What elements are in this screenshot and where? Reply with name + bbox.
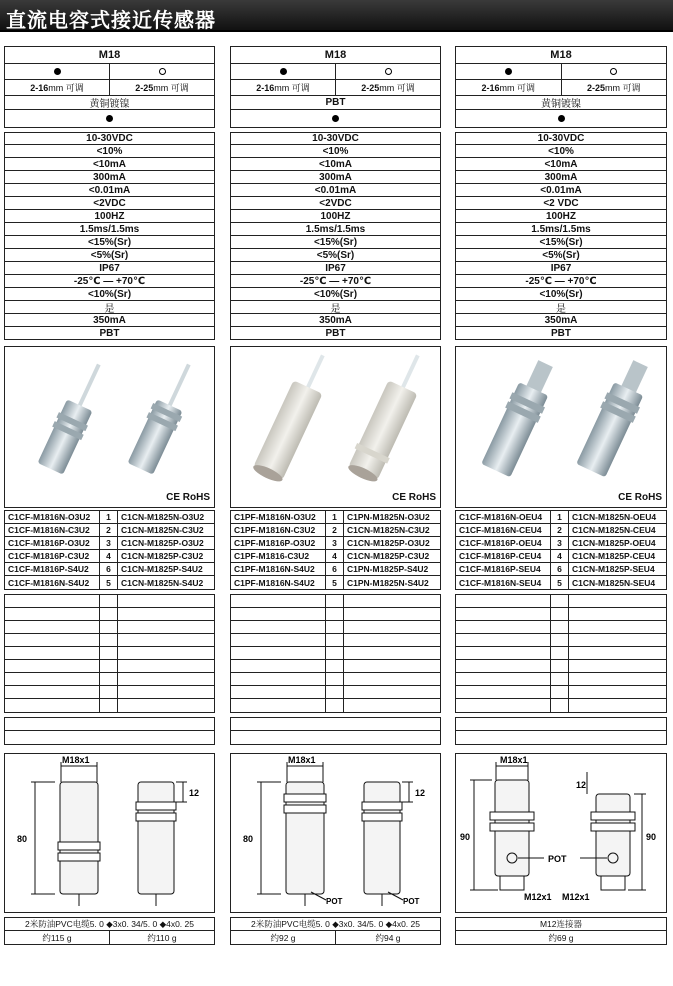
- empty-table: [230, 594, 441, 713]
- spec-row: 是: [230, 301, 441, 314]
- weight-row: [231, 931, 440, 944]
- wiring-number: 2: [326, 524, 344, 536]
- range-left: 2-16: [30, 82, 49, 93]
- thread-label: M18x1: [62, 755, 90, 765]
- model-right: C1PN-M1825N-S4U2: [347, 577, 429, 588]
- sensor-photo-illustration: [5, 347, 214, 487]
- table-row: [456, 511, 666, 524]
- table-row: [456, 537, 666, 550]
- empty-table: [455, 594, 667, 713]
- spec-row: <10mA: [4, 158, 215, 171]
- pot-label: POT: [326, 897, 343, 906]
- wiring-number: 6: [100, 563, 118, 575]
- weight-left: 约92 g: [270, 932, 296, 943]
- connector-right-label: M12x1: [562, 892, 590, 902]
- spec-row: 100HZ: [4, 210, 215, 223]
- model-right: C1CN-M1825P-C3U2: [121, 551, 204, 561]
- spec-row: -25℃ — +70℃: [4, 275, 215, 288]
- spec-row: <10%: [4, 145, 215, 158]
- range-unit: mm 可调: [48, 83, 84, 93]
- spec-row: <2VDC: [4, 197, 215, 210]
- length-label: 80: [17, 834, 28, 844]
- spec-row: 350mA: [230, 314, 441, 327]
- filled-dot-icon: [280, 68, 287, 75]
- page-title: 直流电容式接近传感器: [6, 8, 216, 32]
- extra-length-label: 12: [189, 788, 200, 798]
- wiring-number: 3: [326, 537, 344, 549]
- wiring-number: 4: [326, 550, 344, 562]
- spec-row: <10%: [455, 145, 667, 158]
- spec-row: 350mA: [455, 314, 667, 327]
- spec-row: 10-30VDC: [230, 132, 441, 145]
- model-right: C1CN-M1825N-C3U2: [347, 525, 430, 535]
- pot-label: POT: [548, 854, 567, 864]
- page-title-bar: [0, 0, 673, 32]
- spec-row: PBT: [230, 327, 441, 340]
- range-right: 2-25: [361, 82, 380, 93]
- range-row: [4, 80, 215, 96]
- range-unit: mm 可调: [379, 83, 415, 93]
- model-table: [230, 510, 441, 590]
- table-row: [5, 576, 214, 589]
- wiring-number: 3: [100, 537, 118, 549]
- spec-row: -25℃ — +70℃: [230, 275, 441, 288]
- table-row: [231, 537, 440, 550]
- model-right: C1PN-M1825N-O3U2: [347, 512, 430, 522]
- model-right: C1PN-M1825P-S4U2: [347, 564, 429, 574]
- table-row: [231, 511, 440, 524]
- range-unit: mm 可调: [499, 83, 535, 93]
- spec-row: 1.5ms/1.5ms: [230, 223, 441, 236]
- product-photo: [4, 346, 215, 508]
- wiring-number: 6: [326, 563, 344, 575]
- spec-row: 300mA: [4, 171, 215, 184]
- model-left: C1CF-M1816N-SEU4: [456, 576, 551, 589]
- model-left: C1CF-M1816N-S4U2: [5, 576, 100, 589]
- model-left: C1CF-M1816P-O3U2: [5, 537, 100, 549]
- footer-table: [230, 917, 441, 945]
- empty-table: [4, 594, 215, 713]
- table-row: [231, 550, 440, 563]
- wiring-number: 5: [551, 576, 569, 589]
- spec-row: 350mA: [4, 314, 215, 327]
- empty-table: [455, 717, 667, 745]
- model-left: C1CF-M1816N-O3U2: [5, 511, 100, 523]
- range-row: [230, 80, 441, 96]
- spec-row: 100HZ: [455, 210, 667, 223]
- indicator-cell: [4, 110, 215, 128]
- table-row: [5, 511, 214, 524]
- range-right: 2-25: [135, 82, 154, 93]
- dimension-drawing: [230, 753, 441, 913]
- spec-row: <10%(Sr): [455, 288, 667, 301]
- material-cell: PBT: [230, 96, 441, 110]
- length-label-right: 90: [646, 832, 657, 842]
- spec-row: <10%: [230, 145, 441, 158]
- model-table: [455, 510, 667, 590]
- wiring-number: 5: [100, 576, 118, 589]
- spec-row: IP67: [4, 262, 215, 275]
- spec-row: <5%(Sr): [4, 249, 215, 262]
- ce-rohs-mark: CE RoHS: [166, 492, 210, 503]
- wiring-number: 1: [326, 511, 344, 523]
- spec-row: <10mA: [230, 158, 441, 171]
- weight-right: 约110 g: [109, 931, 214, 944]
- model-right: C1CN-M1825N-S4U2: [121, 577, 204, 588]
- wiring-number: 6: [551, 563, 569, 575]
- wiring-number: 2: [551, 524, 569, 536]
- spec-row: <10%(Sr): [4, 288, 215, 301]
- table-row: [456, 524, 666, 537]
- spec-row: PBT: [455, 327, 667, 340]
- wiring-number: 4: [100, 550, 118, 562]
- flush-cell: [5, 64, 109, 79]
- range-row: [455, 80, 667, 96]
- open-dot-icon: [159, 68, 166, 75]
- spec-row: IP67: [455, 262, 667, 275]
- sensor-photo-illustration: [456, 347, 666, 487]
- wiring-number: 5: [326, 576, 344, 589]
- model-left: C1PF-M1816N-S4U2: [231, 563, 326, 575]
- range-left: 2-16: [481, 82, 500, 93]
- table-row: [5, 524, 214, 537]
- product-column-1: [4, 46, 215, 945]
- material-cell: 黄铜镀镍: [4, 96, 215, 110]
- spec-row: 300mA: [230, 171, 441, 184]
- weight-left: 约115 g: [42, 932, 72, 943]
- range-unit: mm 可调: [274, 83, 310, 93]
- model-right: C1CN-M1825P-C3U2: [347, 551, 430, 561]
- model-left: C1CF-M1816P-C3U2: [5, 550, 100, 562]
- spec-row: 300mA: [455, 171, 667, 184]
- spec-row: <2VDC: [230, 197, 441, 210]
- filled-dot-icon: [106, 115, 113, 122]
- wiring-number: 1: [551, 511, 569, 523]
- spec-row: 是: [4, 301, 215, 314]
- range-unit: mm 可调: [605, 83, 641, 93]
- ce-rohs-mark: CE RoHS: [618, 492, 662, 503]
- indicator-cell: [455, 110, 667, 128]
- model-right: C1CN-M1825N-C3U2: [121, 525, 204, 535]
- connector-left-label: M12x1: [524, 892, 552, 902]
- indicator-cell: [230, 110, 441, 128]
- model-left: C1CF-M1816P-OEU4: [456, 537, 551, 549]
- product-photo: [230, 346, 441, 508]
- model-left: C1CF-M1816N-OEU4: [456, 511, 551, 523]
- product-column-3: [455, 46, 667, 945]
- spec-row: <0.01mA: [4, 184, 215, 197]
- dimension-drawing: [4, 753, 215, 913]
- filled-dot-icon: [505, 68, 512, 75]
- spec-row: <15%(Sr): [230, 236, 441, 249]
- model-right: C1CN-M1825P-SEU4: [572, 564, 655, 574]
- model-right: C1CN-M1825P-CEU4: [572, 551, 656, 561]
- nonflush-cell: [109, 64, 214, 79]
- spec-row: <0.01mA: [230, 184, 441, 197]
- length-label: 80: [243, 834, 254, 844]
- table-row: [456, 563, 666, 576]
- table-row: [456, 550, 666, 563]
- thread-label: M18x1: [288, 755, 316, 765]
- spec-row: <5%(Sr): [230, 249, 441, 262]
- footer-table: [455, 917, 667, 945]
- spec-row: <5%(Sr): [455, 249, 667, 262]
- cable-spec: 2米防油PVC电缆5. 0 ◆3x0. 34/5. 0 ◆4x0. 25: [5, 918, 214, 931]
- table-row: [456, 576, 666, 589]
- dimension-drawing: [455, 753, 667, 913]
- empty-table: [4, 717, 215, 745]
- model-left: C1PF-M1816N-S4U2: [231, 576, 326, 589]
- model-left: C1PF-M1816-C3U2: [231, 550, 326, 562]
- table-row: [5, 550, 214, 563]
- table-row: [231, 576, 440, 589]
- install-type-row: [455, 64, 667, 80]
- model-left: C1CF-M1816P-CEU4: [456, 550, 551, 562]
- spec-row: <10%(Sr): [230, 288, 441, 301]
- model-left: C1PF-M1816N-C3U2: [231, 524, 326, 536]
- dimension-svg: [231, 754, 440, 912]
- spec-row: <15%(Sr): [4, 236, 215, 249]
- open-dot-icon: [385, 68, 392, 75]
- filled-dot-icon: [54, 68, 61, 75]
- model-left: C1CF-M1816N-CEU4: [456, 524, 551, 536]
- model-right: C1CN-M1825P-O3U2: [121, 538, 204, 548]
- filled-dot-icon: [332, 115, 339, 122]
- connector-spec: M12连接器: [456, 918, 666, 931]
- spec-row: 100HZ: [230, 210, 441, 223]
- model-right: C1CN-M1825N-O3U2: [121, 512, 205, 522]
- install-type-row: [4, 64, 215, 80]
- size-cell: M18: [230, 46, 441, 64]
- material-cell: 黄铜镀镍: [455, 96, 667, 110]
- model-left: C1CF-M1816P-SEU4: [456, 563, 551, 575]
- model-left: C1CF-M1816N-C3U2: [5, 524, 100, 536]
- length-label: 90: [460, 832, 471, 842]
- extra-length-label: 12: [415, 788, 426, 798]
- spec-row: -25℃ — +70℃: [455, 275, 667, 288]
- thread-label: M18x1: [500, 755, 528, 765]
- product-photo: [455, 346, 667, 508]
- spec-row: <10mA: [455, 158, 667, 171]
- table-row: [231, 524, 440, 537]
- model-right: C1CN-M1825N-OEU4: [572, 512, 657, 522]
- range-unit: mm 可调: [153, 83, 189, 93]
- spec-row: 10-30VDC: [455, 132, 667, 145]
- empty-table: [230, 717, 441, 745]
- model-right: C1CN-M1825N-CEU4: [572, 525, 656, 535]
- model-right: C1CN-M1825P-S4U2: [121, 564, 203, 574]
- table-row: [231, 563, 440, 576]
- extra-length-label: 12: [576, 780, 587, 790]
- size-cell: M18: [455, 46, 667, 64]
- size-cell: M18: [4, 46, 215, 64]
- spec-row: 1.5ms/1.5ms: [4, 223, 215, 236]
- table-row: [5, 537, 214, 550]
- model-table: [4, 510, 215, 590]
- model-right: C1CN-M1825P-O3U2: [347, 538, 430, 548]
- dimension-svg: [456, 754, 666, 912]
- spec-row: 是: [455, 301, 667, 314]
- model-left: C1PF-M1816N-O3U2: [231, 511, 326, 523]
- spec-row: PBT: [4, 327, 215, 340]
- weight-right: 约94 g: [335, 931, 440, 944]
- spec-row: 10-30VDC: [4, 132, 215, 145]
- weight-row: [5, 931, 214, 944]
- filled-dot-icon: [558, 115, 565, 122]
- wiring-number: 1: [100, 511, 118, 523]
- model-left: C1CF-M1816P-S4U2: [5, 563, 100, 575]
- footer-table: [4, 917, 215, 945]
- pot-label: POT: [403, 897, 420, 906]
- wiring-number: 3: [551, 537, 569, 549]
- install-type-row: [230, 64, 441, 80]
- product-column-2: [230, 46, 441, 945]
- range-right: 2-25: [586, 82, 605, 93]
- spec-row: <2 VDC: [455, 197, 667, 210]
- wiring-number: 2: [100, 524, 118, 536]
- sensor-photo-illustration: [231, 347, 440, 487]
- weight-cell: 约69 g: [548, 932, 574, 943]
- model-left: C1PF-M1816P-O3U2: [231, 537, 326, 549]
- ce-rohs-mark: CE RoHS: [392, 492, 436, 503]
- spec-row: <0.01mA: [455, 184, 667, 197]
- cable-spec: 2米防油PVC电缆5. 0 ◆3x0. 34/5. 0 ◆4x0. 25: [231, 918, 440, 931]
- open-dot-icon: [610, 68, 617, 75]
- dimension-svg: [5, 754, 214, 912]
- range-left: 2-16: [256, 82, 275, 93]
- spec-row: <15%(Sr): [455, 236, 667, 249]
- model-right: C1CN-M1825P-OEU4: [572, 538, 656, 548]
- wiring-number: 4: [551, 550, 569, 562]
- table-row: [5, 563, 214, 576]
- model-right: C1CN-M1825N-SEU4: [572, 577, 656, 588]
- spec-row: IP67: [230, 262, 441, 275]
- spec-row: 1.5ms/1.5ms: [455, 223, 667, 236]
